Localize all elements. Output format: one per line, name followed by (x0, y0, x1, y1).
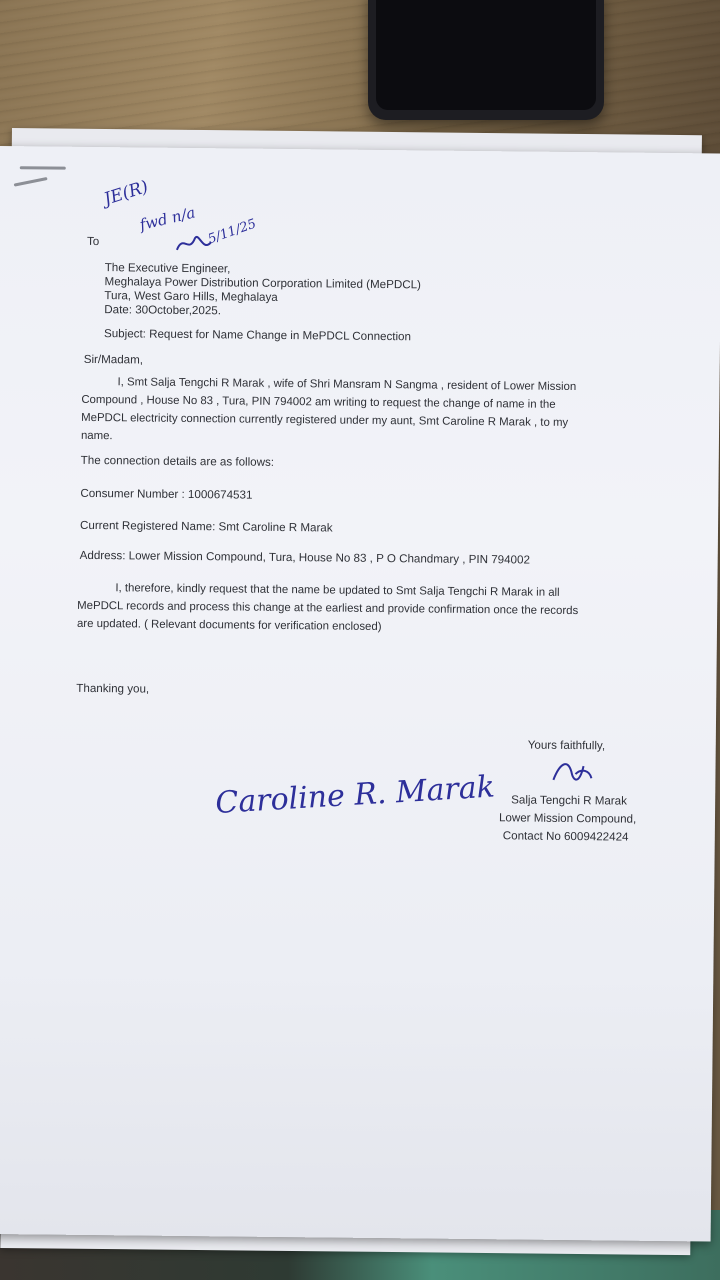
recipient-line-1: The Executive Engineer, (104, 261, 231, 276)
paragraph1-line-1: I, Smt Salja Tengchi R Marak , wife of Shri Mansram N Sangma , resident of Lower Mission (117, 376, 577, 394)
sender-address: Lower Mission Compound, (498, 811, 637, 826)
signature-caroline: Caroline R. Marak (214, 769, 496, 822)
paragraph1-line-2: Compound , House No 83 , Tura, PIN 794002 am writing to request the change of name in the (81, 393, 556, 411)
salutation: Sir/Madam, (83, 352, 144, 367)
paragraph1-line-3: MePDCL electricity connection currently registered under my aunt, Smt Caroline R Marak , to my (81, 411, 569, 429)
handwritten-date-note: 5/11/25 (206, 216, 259, 248)
closing-line: Yours faithfully, (527, 738, 606, 753)
date-line (104, 303, 221, 318)
recipient-line-2: Meghalaya Power Distribution Corporation Limited (MePDCL) (104, 275, 422, 292)
sender-contact: Contact No 6009422424 (502, 829, 629, 844)
recipient-line-3: Tura, West Garo Hills, Meghalaya (104, 289, 278, 304)
handwritten-forward-note: fwd n/a (137, 203, 197, 235)
phone-device (368, 0, 604, 120)
paragraph2-line-1: I, therefore, kindly request that the name be updated to Smt Salja Tengchi R Marak in all (115, 582, 560, 599)
paragraph1-line-4: name. (80, 429, 113, 443)
registered-name: Current Registered Name: Smt Caroline R Marak (79, 518, 333, 535)
thanking-line: Thanking you, (76, 681, 150, 696)
subject-line: Subject: Request for Name Change in MePDCL Connection (103, 327, 412, 344)
initials-scribble (175, 232, 215, 256)
staple-mark (14, 177, 48, 187)
consumer-number: Consumer Number : 1000674531 (80, 486, 253, 502)
details-intro: The connection details are as follows: (80, 453, 275, 469)
phone-screen (376, 0, 596, 110)
handwritten-je-annotation: JE(R) (101, 177, 151, 210)
signature-salja-scribble (549, 754, 595, 788)
to-label: To (86, 234, 100, 249)
connection-address: Address: Lower Mission Compound, Tura, House No 83 , P O Chandmary , PIN 794002 (79, 548, 531, 567)
date-value: 30October,2025. (135, 303, 222, 318)
paragraph2-line-2: MePDCL records and process this change at the earliest and provide confirmation once the records (77, 599, 579, 618)
sender-name: Salja Tengchi R Marak (511, 793, 628, 808)
paragraph2-line-3: are updated. ( Relevant documents for verification enclosed) (76, 617, 382, 634)
letter-page (0, 146, 720, 1242)
staple-mark (20, 166, 66, 169)
date-label: Date: (104, 303, 133, 317)
